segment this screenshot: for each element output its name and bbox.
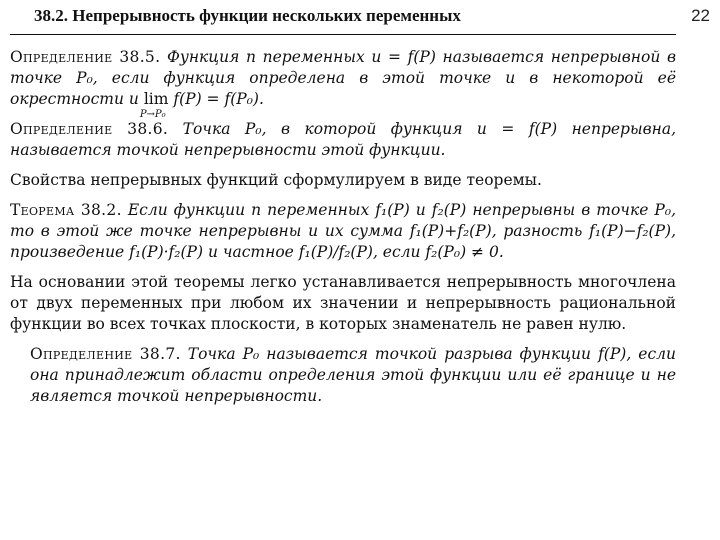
- properties-intro: Свойства непрерывных функций сформулируем в виде теоремы.: [10, 171, 542, 189]
- consequence-paragraph: На основании этой теоремы легко устанавливается непрерывность многочлена от двух переменных при любом их значении и непрерывность рациональной функции во всех точках плоскости, в которых знаменатель не равен нулю.: [10, 273, 676, 333]
- definition-38-7-text: Точка P₀ называется точкой разрыва функции f(P), если она принадлежит области определения этой функции или её границе и не является точкой непрерывности.: [30, 345, 676, 405]
- definition-38-5-text: Функция n переменных u = f(P) называется непрерывной в точке P₀, если функция определена в этой точке и в некоторой её окрестности и: [10, 48, 676, 108]
- page-content: [10, 4, 676, 416]
- limit-subscript: P→P₀: [139, 109, 166, 120]
- theorem-38-2-label: Теорема 38.2.: [10, 201, 122, 219]
- definition-38-6-text: Точка P₀, в которой функция u = f(P) непрерывна, называется точкой непрерывности этой функции.: [10, 120, 676, 159]
- definition-38-5-equation: f(P) = f(P₀).: [173, 90, 264, 108]
- definition-38-5: [10, 47, 676, 120]
- theorem-38-2: [10, 200, 676, 263]
- definition-38-7: [10, 344, 676, 407]
- definition-38-6-label: Определение 38.6.: [10, 120, 169, 138]
- definition-38-5-label: Определение 38.5.: [10, 48, 161, 66]
- definition-38-7-label: Определение 38.7.: [30, 345, 181, 363]
- limit-expression: [139, 89, 169, 120]
- section-title: 38.2. Непрерывность функции нескольких переменных: [10, 4, 676, 35]
- slide-number: 22: [691, 6, 710, 25]
- definition-38-6: [10, 119, 676, 161]
- theorem-38-2-text: Если функции n переменных f₁(P) и f₂(P) непрерывны в точке P₀, то в этой же точке непрерывны и их сумма f₁(P)+f₂(P), разность f₁(P)−f₂(P), произведение f₁(P)·f₂(P) и частное f₁(P)/f₂(P), если f₂(P₀) ≠ 0.: [10, 201, 676, 261]
- limit-operator: lim: [143, 90, 169, 108]
